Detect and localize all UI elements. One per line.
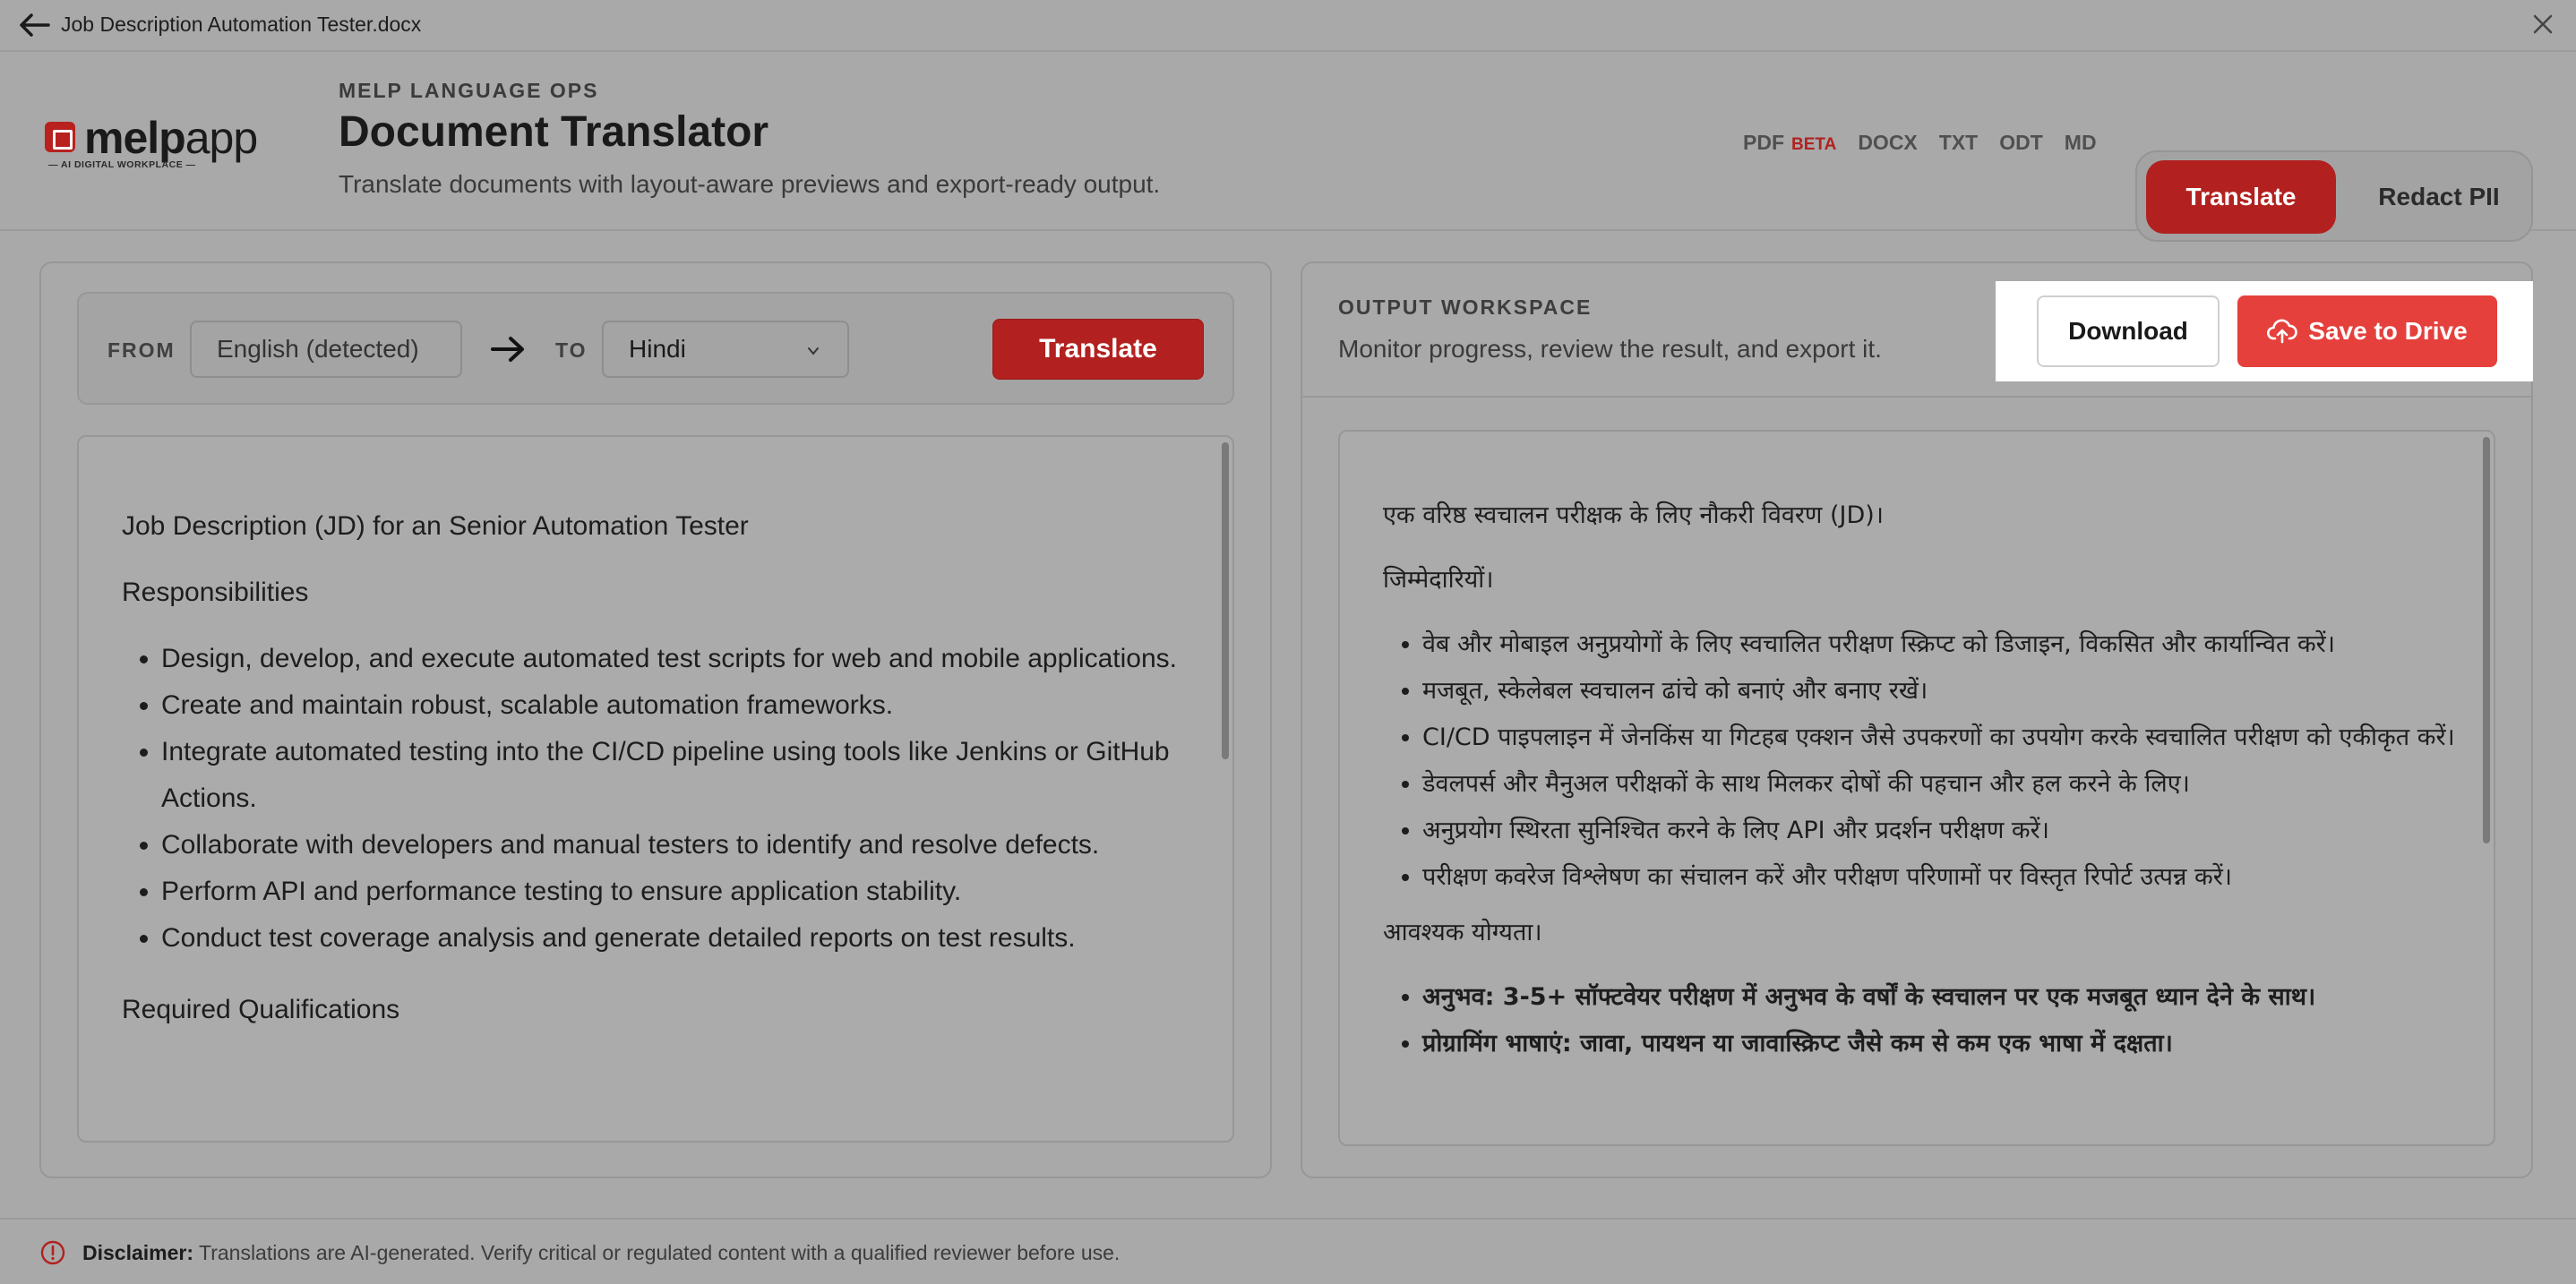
list-item: • अनुभव: 3-5+ सॉफ्टवेयर परीक्षण में अनुभव के वर्षों के स्वचालन पर एक मजबूत ध्यान देने के साथ। [1422,974,2467,1021]
page-title: Document Translator [339,108,769,156]
window-titlebar [0,0,2576,52]
format-pdf [1743,131,1836,155]
download-button[interactable]: Download [2037,295,2220,367]
supported-formats [1743,131,2118,155]
list-item: • वेब और मोबाइल अनुप्रयोगों के लिए स्वचालित परीक्षण स्क्रिप्ट को डिजाइन, विकसित और कार्यान्वित करें। [1422,621,2467,668]
from-label: FROM [107,338,176,362]
chevron-down-icon [806,344,820,358]
translate-button[interactable]: Translate [992,319,1204,380]
list-item: • Design, develop, and execute automated test scripts for web and mobile applications. [161,636,1188,682]
output-document-preview[interactable] [1338,430,2495,1146]
mode-redact-pii-button[interactable]: Redact PII [2378,183,2500,210]
output-doc-title: एक वरिष्ठ स्वचालन परीक्षक के लिए नौकरी विवरण (JD)। [1383,501,1885,529]
app-header [0,54,2576,231]
format-docx: DOCX [1858,131,1918,154]
format-md: MD [2064,131,2097,154]
target-language-value: Hindi [629,335,686,363]
logo-mark-icon [45,122,75,152]
divider [1302,396,2531,398]
source-panel [39,261,1272,1178]
disclaimer-label: Disclaimer: [82,1241,194,1264]
list-item: • CI/CD पाइपलाइन में जेनकिंस या गिटहब एक्शन जैसे उपकरणों का उपयोग करके स्वचालित परीक्षण को एकीकृत करें। [1422,715,2467,761]
output-qualifications-list [1383,974,2467,1067]
source-scrollbar[interactable] [1222,442,1229,759]
logo-text-main: melp [84,113,185,163]
list-item: • डेवलपर्स और मैनुअल परीक्षकों के साथ मिलकर दोषों की पहचान और हल करने के लिए। [1422,761,2467,808]
arrow-right-icon [489,331,527,367]
output-document-body [1383,492,2467,1067]
document-title: Job Description Automation Tester.docx [61,13,422,36]
info-icon [39,1239,66,1266]
source-document-preview[interactable] [77,435,1234,1143]
save-to-drive-button[interactable] [2237,295,2497,367]
header-eyebrow: MELP LANGUAGE OPS [339,79,599,102]
list-item: • मजबूत, स्केलेबल स्वचालन ढांचे को बनाएं और बनाए रखें। [1422,668,2467,715]
footer [0,1218,2576,1284]
target-language-select[interactable] [602,321,849,378]
mode-toggle [2135,150,2533,242]
cloud-upload-icon [2267,318,2297,345]
close-icon[interactable] [2529,11,2556,38]
list-item: • Integrate automated testing into the CI/CD pipeline using tools like Jenkins or GitHub Actions. [161,729,1188,822]
format-txt: TXT [1938,131,1979,154]
list-item: • Create and maintain robust, scalable automation frameworks. [161,682,1188,729]
output-doc-section: जिम्मेदारियों। [1383,566,1494,594]
output-panel [1301,261,2533,1178]
format-odt: ODT [1999,131,2043,154]
format-pdf-label: PDF [1743,131,1784,154]
beta-badge: BETA [1791,135,1837,154]
source-language-field[interactable]: English (detected) [190,321,462,378]
logo-tagline: — AI DIGITAL WORKPLACE — [48,159,196,170]
source-doc-next-section: Required Qualifications [122,995,400,1024]
list-item: • अनुप्रयोग स्थिरता सुनिश्चित करने के लिए API और प्रदर्शन परीक्षण करें। [1422,808,2467,854]
output-responsibilities-list [1383,621,2467,901]
list-item: • Conduct test coverage analysis and generate detailed reports on test results. [161,915,1188,962]
mode-translate-button[interactable]: Translate [2146,160,2336,234]
list-item: • प्रोग्रामिंग भाषाएं: जावा, पायथन या जावास्क्रिप्ट जैसे कम से कम एक भाषा में दक्षता। [1422,1021,2467,1067]
output-eyebrow: OUTPUT WORKSPACE [1338,295,1593,319]
disclaimer-text [82,1241,1120,1265]
back-arrow-icon[interactable] [18,12,50,39]
save-to-drive-label: Save to Drive [2308,317,2468,345]
list-item: • Perform API and performance testing to ensure application stability. [161,869,1188,915]
list-item: • Collaborate with developers and manual testers to identify and resolve defects. [161,822,1188,869]
melp-logo [45,113,269,184]
disclaimer-body: Translations are AI-generated. Verify critical or regulated content with a qualified reviewer before use. [199,1241,1121,1264]
export-actions [1996,281,2533,381]
source-doc-section: Responsibilities [122,578,309,607]
source-document-body [122,503,1188,1053]
language-bar [77,292,1234,405]
page-subtitle: Translate documents with layout-aware previews and export-ready output. [339,170,1161,198]
source-responsibilities-list [122,636,1188,962]
output-subtitle: Monitor progress, review the result, and export it. [1338,335,1882,363]
logo-text-sub: app [185,113,258,163]
to-label: TO [555,338,588,362]
output-doc-section-2: आवश्यक योग्यता। [1383,919,1542,946]
output-scrollbar[interactable] [2483,437,2490,843]
source-doc-title: Job Description (JD) for an Senior Automation Tester [122,511,749,541]
list-item: • परीक्षण कवरेज विश्लेषण का संचालन करें और परीक्षण परिणामों पर विस्तृत रिपोर्ट उत्पन्न करें। [1422,854,2467,901]
